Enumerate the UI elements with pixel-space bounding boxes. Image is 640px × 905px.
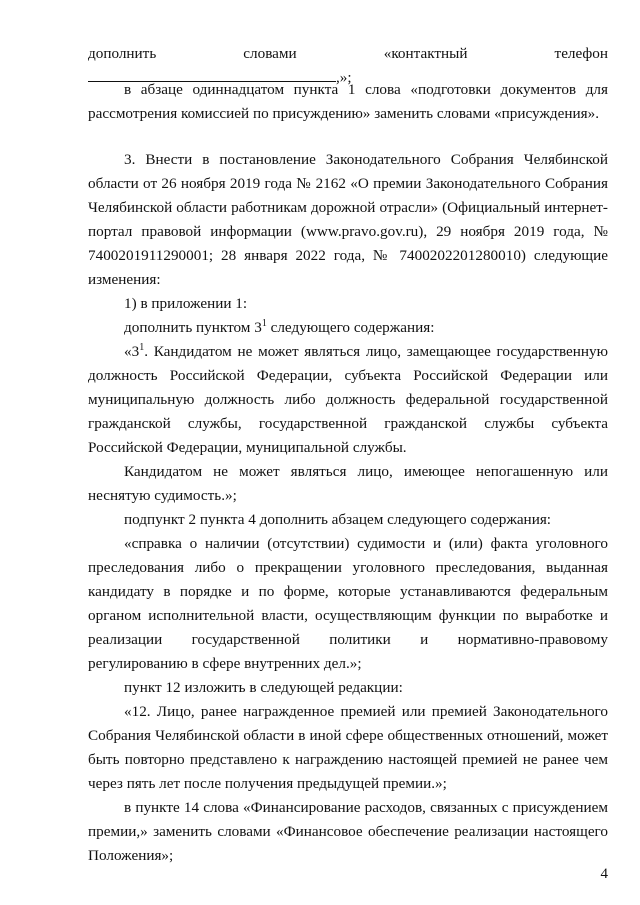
paragraph-2: 3. Внести в постановление Законодательного Собрания Челябинской области от 26 ноября 2019 года № 2162 «О премии Законодательного Собрания Челябинской области работникам дорожной отрасли» (Официальный интернет-портал правовой информации (www.pravo.gov.ru), 29 ноября 2019 года, № 7400201911290001; 28 января 2022 года, № 7400202201280010) следующие изменения: bbox=[88, 151, 608, 288]
para-5-text-b: . Кандидатом не может являться лицо, замещающее государственную должность Российской Федерации, субъекта Российской Федерации или муниципальную должность либо должность федеральной государственной гражданской службы, государственной гражданской службы субъекта Российской Федерации, муниципальной службы. bbox=[88, 343, 608, 456]
paragraph-8: «справка о наличии (отсутствии) судимости и (или) факта уголовного преследования либо о прекращении уголовного преследования, выданная кандидату в порядке и по форме, которые устанавливаются федеральным органом исполнительной власти, осуществляющим функции по выработке и реализации государственной политики и нормативно-правовому регулированию в сфере внутренних дел.»; bbox=[88, 535, 608, 672]
line-1-end: ,»; bbox=[336, 69, 352, 86]
line-1-text: дополнить словами «контактный телефон bbox=[88, 45, 608, 62]
paragraph-7: подпункт 2 пункта 4 дополнить абзацем следующего содержания: bbox=[124, 511, 552, 528]
paragraph-3: 1) в приложении 1: bbox=[124, 295, 248, 312]
paragraph-11: в пункте 14 слова «Финансирование расходов, связанных с присуждением премии,» заменить словами «Финансовое обеспечение реализации настоящего Положения»; bbox=[88, 799, 608, 864]
document-block-1 bbox=[88, 78, 608, 126]
para-4-text-a: дополнить пунктом 3 bbox=[124, 319, 262, 336]
para-5-text-a: «3 bbox=[124, 343, 140, 360]
para-4-superscript: 1 bbox=[261, 317, 267, 329]
paragraph-1: в абзаце одиннадцатом пункта 1 слова «подготовки документов для рассмотрения комиссией по присуждению» заменить словами «присуждения». bbox=[88, 81, 608, 122]
paragraph-9: пункт 12 изложить в следующей редакции: bbox=[124, 679, 403, 696]
paragraph-10: «12. Лицо, ранее награжденное премией или премией Законодательного Собрания Челябинской области в иной сфере общественных отношений, может быть повторно представлено к награждению настоящей премией не ранее чем через пять лет после получения предыдущей премии.»; bbox=[88, 703, 608, 792]
paragraph-4 bbox=[88, 316, 608, 340]
para-5-superscript: 1 bbox=[139, 341, 145, 353]
paragraph-6: Кандидатом не может являться лицо, имеющее непогашенную или неснятую судимость.»; bbox=[88, 463, 608, 504]
paragraph-5 bbox=[88, 340, 608, 460]
page-number: 4 bbox=[600, 866, 608, 882]
para-4-text-b: следующего содержания: bbox=[266, 319, 435, 336]
document-block-2 bbox=[88, 148, 608, 868]
